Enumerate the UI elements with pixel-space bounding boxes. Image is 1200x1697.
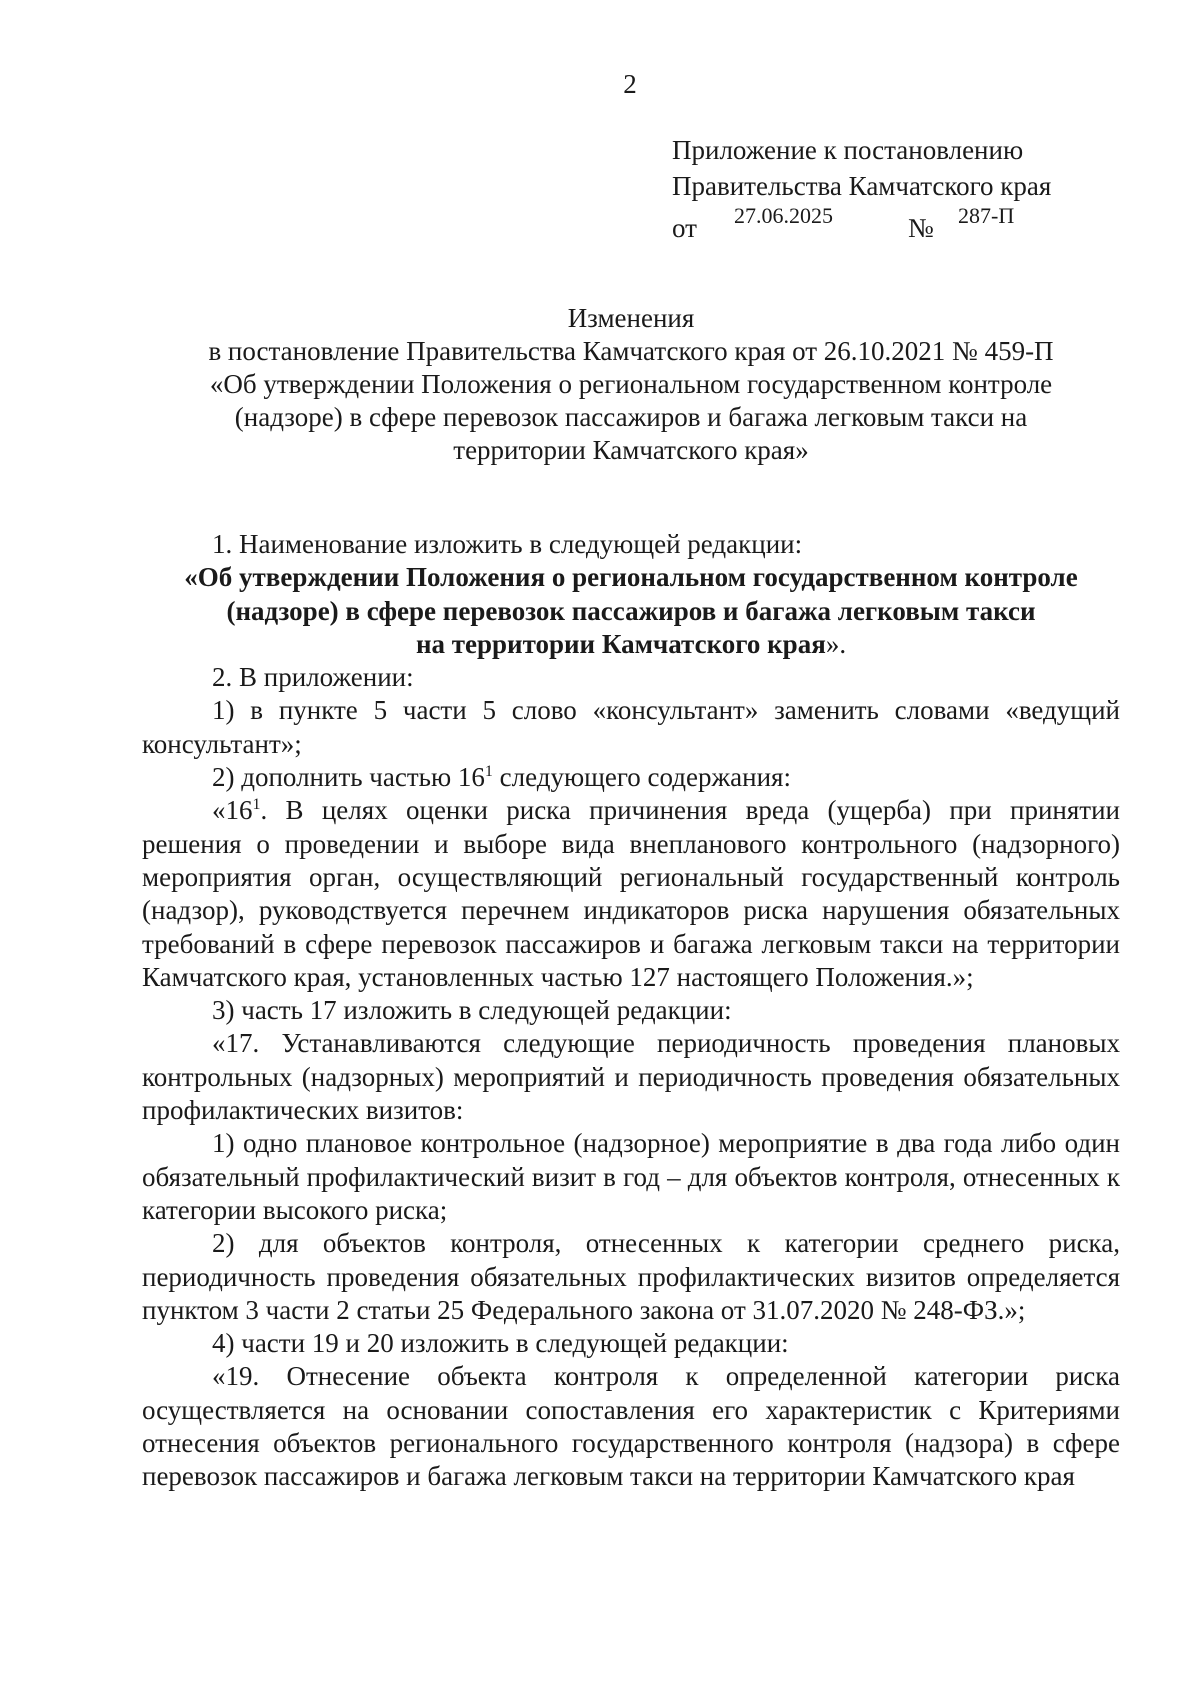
number-sign: № [908,213,934,243]
new-name-tail: ». [825,628,847,659]
document-number: 287-П [958,203,1015,228]
new-name-line-1: «Об утверждении Положения о региональном государственном контроле [184,562,1078,593]
paragraph-5-part-a: «16 [212,795,253,826]
title-line-1: Изменения [567,303,695,333]
paragraph-4-part-b: следующего содержания: [492,762,791,793]
title-line-2: в постановление Правительства Камчатского края от 26.10.2021 № 459-П [208,336,1054,366]
paragraph-9: 2) для объектов контроля, отнесенных к категории среднего риска, периодичность проведения обязательных профилактических визитов определяется пунктом 3 части 2 статьи 25 Федерального закона от 31.07.2020 № 248-ФЗ.»; [142,1228,1120,1325]
superscript: 1 [252,796,261,814]
appendix-line-1: Приложение к постановлению [672,135,1024,165]
title-line-4: (надзоре) в сфере перевозок пассажиров и багажа легковым такси на [234,402,1028,432]
document-title [142,302,1120,467]
paragraph-5-part-b: . В целях оценки риска причинения вреда (ущерба) при принятии решения о проведении и выборе вида внепланового контрольного (надзорного) мероприятия орган, осуществляющий региональный государственный контроль (надзор), руководствуется перечнем индикаторов риска нарушения обязательных требований в сфере перевозок пассажиров и багажа легковым такси на территории Камчатского края, установленных частью 127 настоящего Положения.»; [142,795,1120,992]
new-name-line-2: (надзоре) в сфере перевозок пассажиров и багажа легковым такси [226,595,1036,626]
paragraph-5 [142,794,1120,994]
title-line-3: «Об утверждении Положения о региональном государственном контроле [209,369,1053,399]
paragraph-2: 2. В приложении: [212,662,414,693]
paragraph-8: 1) одно плановое контрольное (надзорное) мероприятие в два года либо один обязательный профилактический визит в год – для объектов контроля, отнесенных к категории высокого риска; [142,1128,1120,1225]
document-date: 27.06.2025 [734,203,833,228]
paragraph-6: 3) часть 17 изложить в следующей редакции: [212,995,732,1026]
appendix-header [672,132,1152,243]
paragraph-4 [142,761,1120,794]
appendix-date-line [672,203,1152,243]
appendix-line-2: Правительства Камчатского края [672,171,1052,201]
paragraph-4-part-a: 2) дополнить частью 16 [212,762,485,793]
title-line-5: территории Камчатского края» [453,435,809,465]
ot-label: от [672,213,697,243]
paragraph-3: 1) в пункте 5 части 5 слово «консультант» заменить словами «ведущий консультант»; [142,695,1120,759]
document-body [142,528,1120,1494]
new-name-block [142,561,1120,661]
new-name-line-3: на территории Камчатского края [415,628,826,659]
paragraph-10: 4) части 19 и 20 изложить в следующей редакции: [212,1328,789,1359]
paragraph-11: «19. Отнесение объекта контроля к определенной категории риска осуществляется на основании сопоставления его характеристик с Критериями отнесения объектов регионального государственного контроля (надзора) в сфере перевозок пассажиров и багажа легковым такси на территории Камчатского края [142,1361,1120,1492]
superscript: 1 [484,763,493,781]
paragraph-1: 1. Наименование изложить в следующей редакции: [212,529,803,559]
page-number: 2 [623,69,637,99]
paragraph-7: «17. Устанавливаются следующие периодичность проведения плановых контрольных (надзорных) мероприятий и периодичность проведения обязательных профилактических визитов: [142,1028,1120,1126]
